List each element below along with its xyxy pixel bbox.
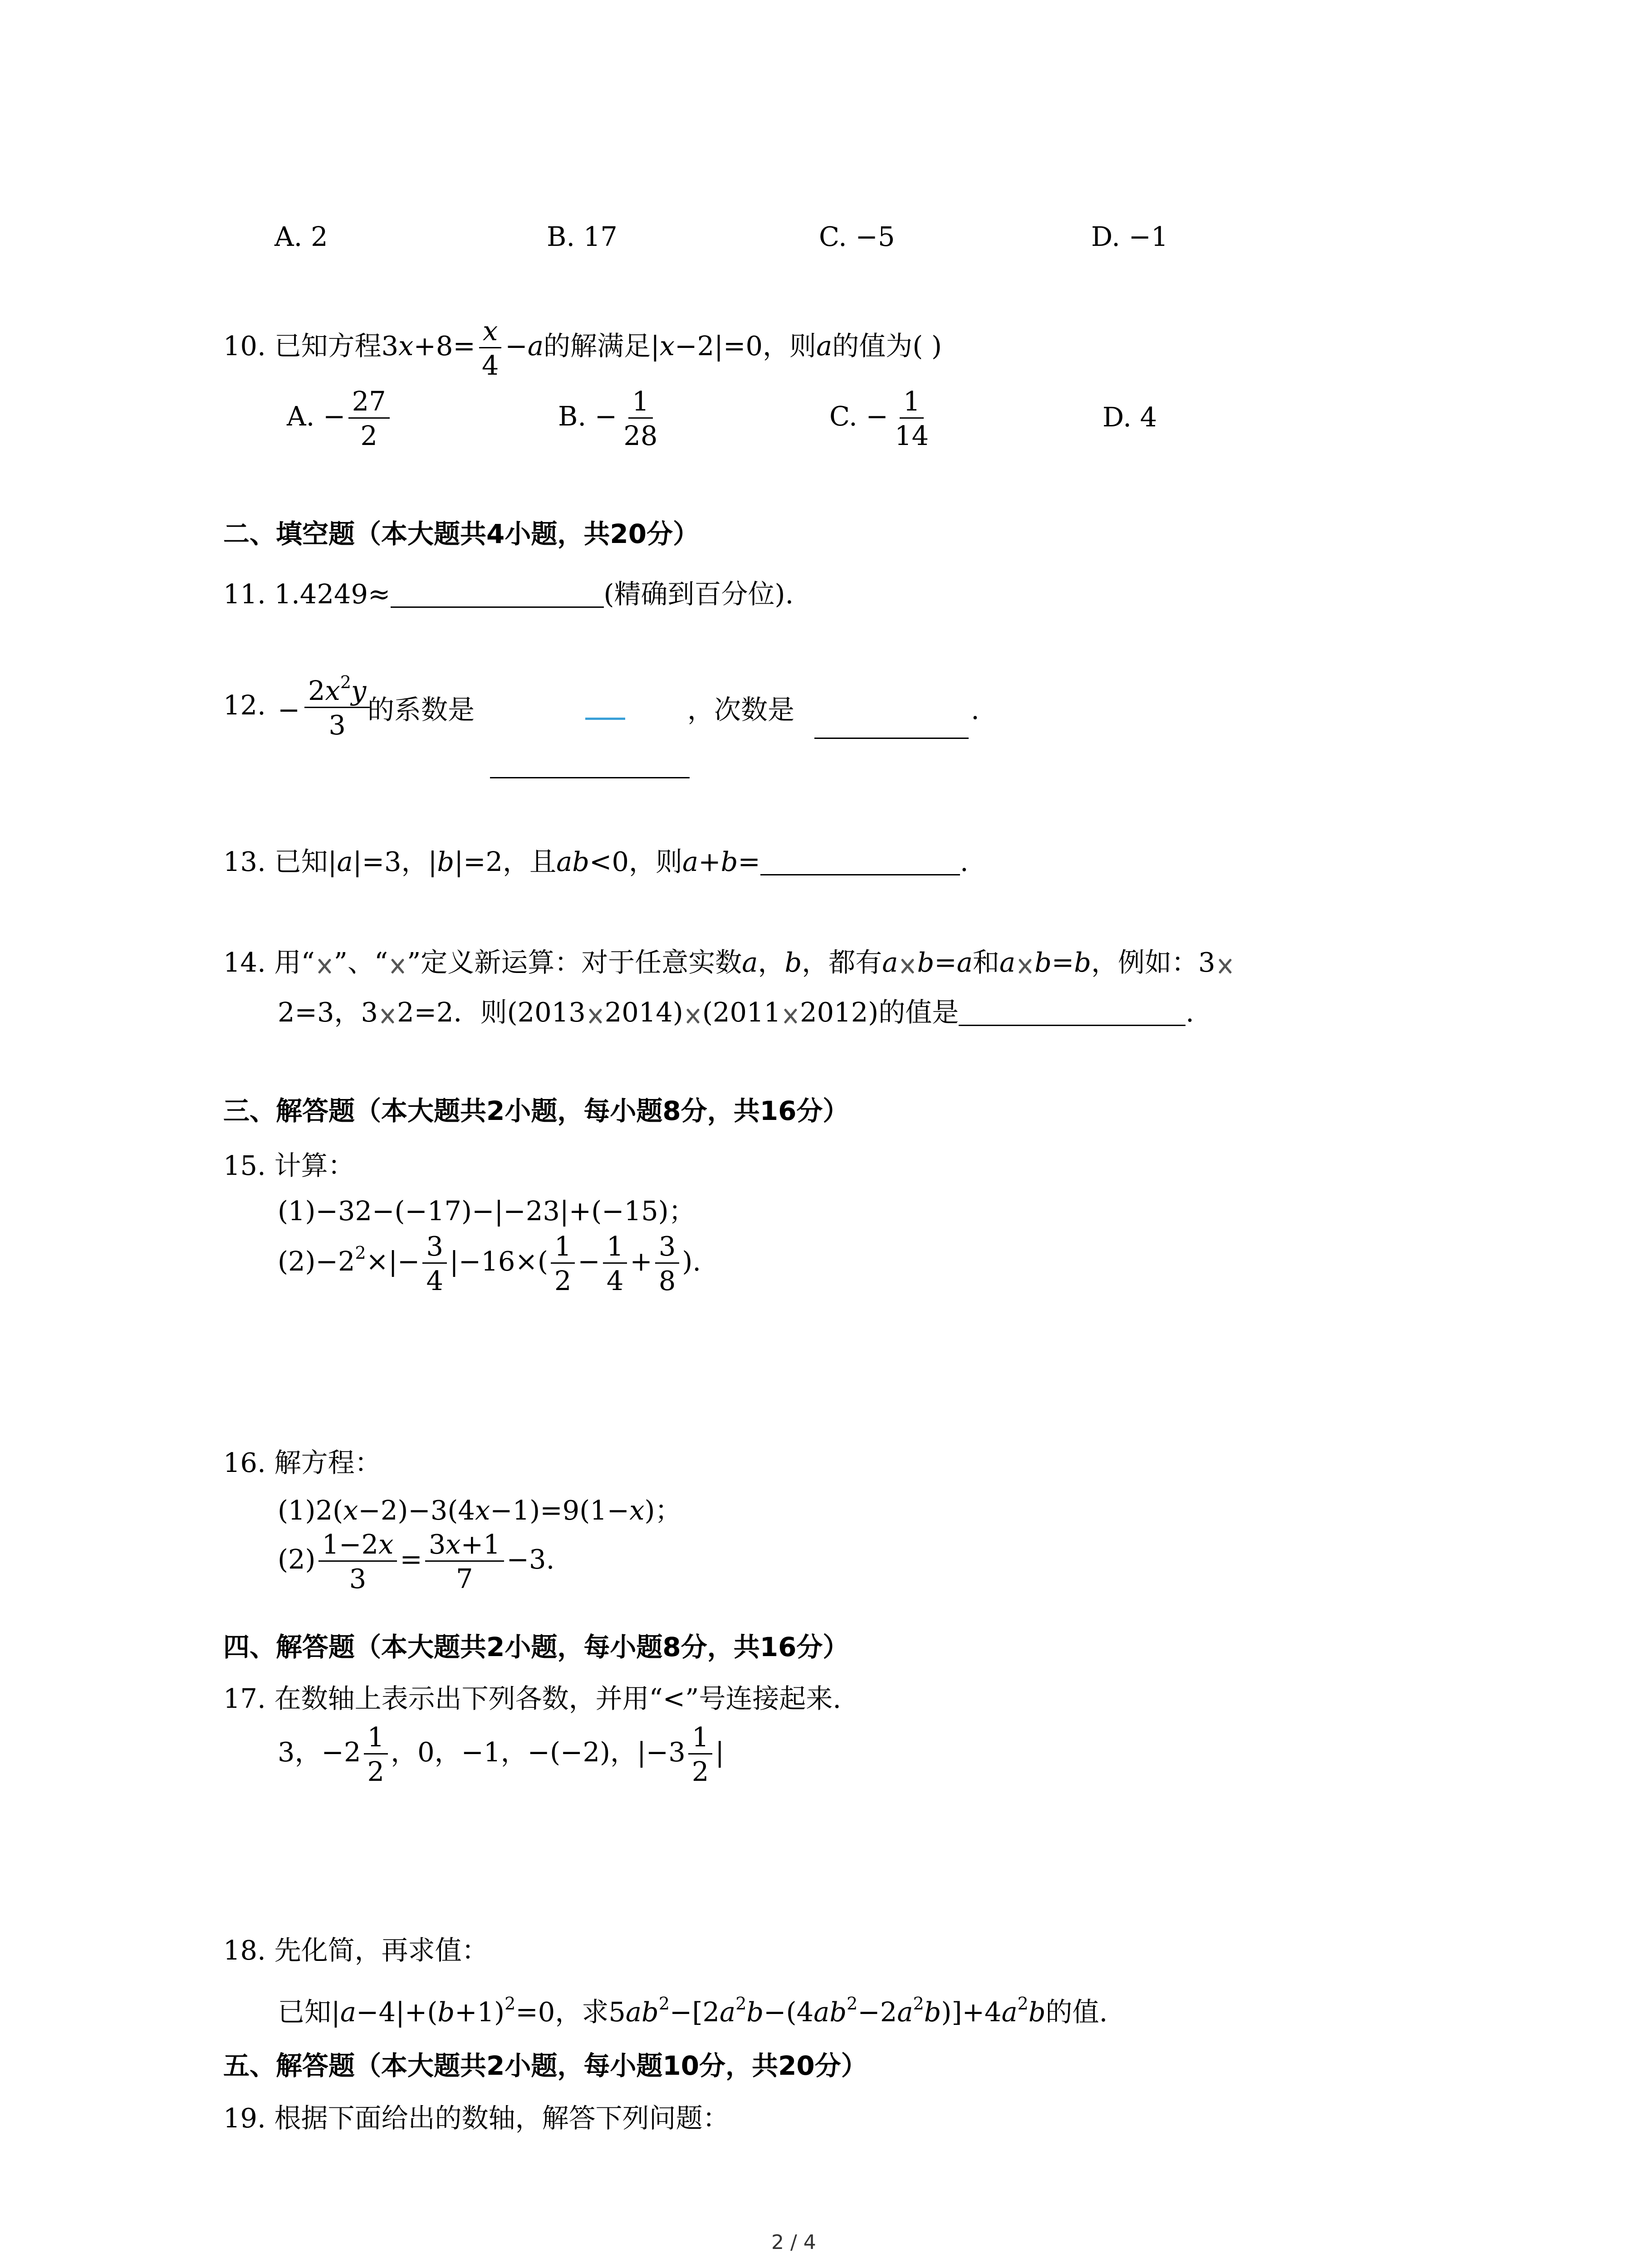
q10-option-d: D. 4 bbox=[1102, 401, 1157, 433]
var: b bbox=[917, 947, 935, 978]
var: a bbox=[742, 947, 758, 978]
var: a bbox=[527, 330, 544, 362]
var: a bbox=[999, 947, 1016, 978]
q12-fraction bbox=[302, 672, 372, 741]
text: . bbox=[960, 846, 969, 877]
q11 bbox=[223, 578, 794, 610]
text: −(4 bbox=[764, 1996, 814, 2028]
fraction bbox=[603, 1233, 627, 1294]
q10-number: 10. bbox=[223, 330, 266, 362]
text: −3. bbox=[506, 1544, 555, 1575]
numerator: 1 bbox=[603, 1233, 627, 1264]
text: − bbox=[578, 1246, 600, 1277]
text: 2=3，3 bbox=[278, 997, 378, 1028]
q19-title bbox=[223, 2102, 730, 2134]
text: (2) bbox=[278, 1544, 316, 1575]
fraction bbox=[348, 388, 390, 449]
text: 解方程： bbox=[274, 1447, 382, 1478]
denominator: 2 bbox=[360, 420, 377, 451]
q16-title bbox=[223, 1449, 382, 1476]
custom-operator-icon bbox=[900, 958, 915, 973]
var: b bbox=[437, 1996, 455, 2028]
q9-option-d: D. −1 bbox=[1091, 221, 1168, 252]
exponent: 2 bbox=[913, 1994, 924, 2014]
q18-expression bbox=[278, 1994, 1108, 2028]
fraction bbox=[364, 1721, 388, 1787]
text: −1)=9(1− bbox=[490, 1495, 630, 1526]
q15-part2 bbox=[278, 1233, 701, 1294]
text: | bbox=[715, 1736, 725, 1768]
text: 1.4249≈ bbox=[274, 578, 391, 610]
section-heading-3: 三、解答题（本大题共2小题，每小题8分，共16分） bbox=[223, 1095, 849, 1126]
q10-option-c bbox=[829, 388, 935, 449]
label: B. − bbox=[558, 401, 617, 432]
custom-operator-icon bbox=[380, 1008, 395, 1023]
q10-option-a bbox=[287, 388, 392, 449]
numerator: 1 bbox=[900, 388, 924, 419]
text: |=3，| bbox=[353, 846, 437, 877]
exponent: 2 bbox=[340, 672, 352, 692]
text: 已知| bbox=[274, 846, 337, 877]
exponent: 2 bbox=[735, 1994, 747, 2014]
custom-operator-icon bbox=[685, 1008, 700, 1023]
answer-blank[interactable] bbox=[490, 777, 690, 778]
text: +1) bbox=[455, 1996, 505, 2028]
answer-blank[interactable] bbox=[760, 874, 960, 875]
fraction bbox=[422, 1233, 447, 1294]
var: b bbox=[1028, 1996, 1046, 2028]
q13 bbox=[223, 848, 969, 875]
text: )]+4 bbox=[941, 1996, 1002, 2028]
q12-neg: − bbox=[278, 694, 300, 725]
q11-number: 11. bbox=[223, 578, 266, 610]
text: ”、“ bbox=[333, 947, 388, 978]
fraction bbox=[478, 315, 503, 381]
var: a bbox=[882, 947, 898, 978]
answer-blank[interactable] bbox=[814, 737, 969, 739]
numerator: 3 bbox=[655, 1233, 680, 1264]
text: (2)−2 bbox=[278, 1246, 355, 1277]
cyan-dash-mark bbox=[585, 718, 625, 720]
var: x bbox=[659, 330, 675, 362]
denominator: 7 bbox=[456, 1563, 473, 1594]
text: 先化简，再求值： bbox=[274, 1935, 489, 1966]
denominator: 28 bbox=[623, 420, 658, 451]
fraction bbox=[655, 1233, 680, 1294]
q17-title bbox=[223, 1685, 841, 1712]
denominator: 4 bbox=[481, 350, 499, 381]
denominator: 2 bbox=[691, 1756, 709, 1787]
text: −2)−3(4 bbox=[358, 1495, 475, 1526]
text: 和 bbox=[972, 947, 999, 978]
custom-operator-icon bbox=[588, 1008, 603, 1023]
var: b bbox=[924, 1996, 941, 2028]
section-heading-2: 二、填空题（本大题共4小题，共20分） bbox=[223, 518, 700, 549]
q9-option-b: B. 17 bbox=[547, 221, 617, 252]
var: ab bbox=[556, 846, 590, 877]
numerator: 1 bbox=[628, 388, 653, 419]
text: ，都有 bbox=[802, 947, 882, 978]
text: = bbox=[934, 947, 957, 978]
numerator: 1 bbox=[688, 1724, 713, 1755]
q16-part1 bbox=[278, 1497, 682, 1524]
text: 计算： bbox=[274, 1150, 355, 1181]
denominator: 14 bbox=[894, 420, 929, 451]
q9-option-a: A. 2 bbox=[274, 221, 328, 252]
q15-part1: (1)−32−(−17)−|−23|+(−15)； bbox=[278, 1195, 696, 1227]
var: a bbox=[720, 1996, 736, 2028]
text: )； bbox=[644, 1495, 682, 1526]
var: x bbox=[398, 330, 414, 362]
text: =0，求5 bbox=[515, 1996, 626, 2028]
text: 1−2 bbox=[322, 1529, 379, 1560]
numerator: 1 bbox=[551, 1233, 575, 1264]
text: <0，则 bbox=[589, 846, 682, 877]
var: y bbox=[351, 675, 367, 706]
var: a bbox=[340, 1996, 357, 2028]
var: b bbox=[784, 947, 802, 978]
text: 在数轴上表示出下列各数，并用“<”号连接起来. bbox=[274, 1683, 842, 1714]
text: ， bbox=[758, 947, 785, 978]
numerator: x bbox=[479, 318, 501, 348]
text: 3 bbox=[428, 1529, 446, 1560]
text: ，例如：3 bbox=[1091, 947, 1215, 978]
fraction bbox=[318, 1531, 397, 1592]
section-heading-5: 五、解答题（本大题共2小题，每小题10分，共20分） bbox=[223, 2050, 867, 2081]
q15-number: 15. bbox=[223, 1150, 266, 1181]
text: . bbox=[1185, 997, 1195, 1028]
answer-blank[interactable] bbox=[959, 1024, 1185, 1026]
text: −[2 bbox=[670, 1996, 720, 2028]
q19-number: 19. bbox=[223, 2102, 266, 2134]
q14-line2 bbox=[278, 999, 1194, 1026]
var: a bbox=[682, 846, 699, 877]
q18-number: 18. bbox=[223, 1935, 266, 1966]
var: a bbox=[956, 947, 973, 978]
label: C. − bbox=[829, 401, 888, 432]
text: +1 bbox=[460, 1529, 500, 1560]
text: (1)2( bbox=[278, 1495, 343, 1526]
q12-text-degree: ，次数是 bbox=[687, 694, 795, 725]
text: 2012)的值是 bbox=[800, 997, 959, 1028]
custom-operator-icon bbox=[1017, 958, 1033, 973]
text: ”定义新运算：对于任意实数 bbox=[407, 947, 742, 978]
q12-text-coef: 的系数是 bbox=[367, 694, 475, 725]
numerator bbox=[318, 1531, 397, 1562]
text: (2011 bbox=[702, 997, 781, 1028]
text: ，0，−1，−(−2)，|−3 bbox=[391, 1736, 686, 1768]
var: a bbox=[816, 330, 833, 362]
fraction bbox=[551, 1233, 575, 1294]
q12-end: . bbox=[971, 694, 980, 725]
text: 已知| bbox=[278, 1996, 340, 2028]
text: 的值为( ) bbox=[832, 330, 942, 362]
text: ). bbox=[682, 1246, 701, 1277]
denominator: 8 bbox=[658, 1265, 676, 1296]
text: 根据下面给出的数轴，解答下列问题： bbox=[274, 2102, 730, 2134]
exponent: 2 bbox=[847, 1994, 858, 2014]
text: = bbox=[400, 1544, 422, 1575]
text: 的值. bbox=[1045, 1996, 1108, 2028]
var: b bbox=[437, 846, 455, 877]
q17-number: 17. bbox=[223, 1683, 266, 1714]
q16-number: 16. bbox=[223, 1447, 266, 1478]
text: −2 bbox=[857, 1996, 897, 2028]
var: x bbox=[325, 675, 340, 706]
fraction bbox=[425, 1531, 504, 1592]
var: a bbox=[897, 1996, 913, 2028]
custom-operator-icon bbox=[317, 958, 332, 973]
var: x bbox=[446, 1529, 461, 1560]
q12-number: 12. bbox=[223, 689, 266, 721]
text: 2 bbox=[308, 675, 325, 706]
var: b bbox=[1074, 947, 1092, 978]
answer-blank[interactable] bbox=[391, 606, 604, 608]
denominator: 3 bbox=[349, 1563, 367, 1594]
text: 已知方程3 bbox=[274, 330, 399, 362]
q10-option-b bbox=[558, 388, 664, 449]
fraction bbox=[688, 1721, 713, 1787]
text: = bbox=[738, 846, 760, 877]
text: 用“ bbox=[274, 947, 315, 978]
text: −4|+( bbox=[356, 1996, 438, 2028]
q10-stem bbox=[223, 315, 942, 381]
denominator: 3 bbox=[328, 709, 346, 741]
exponent: 2 bbox=[658, 1994, 670, 2014]
exponent: 2 bbox=[505, 1994, 516, 2014]
denominator: 4 bbox=[606, 1265, 624, 1296]
text: −2|=0，则 bbox=[675, 330, 817, 362]
q15-title bbox=[223, 1152, 355, 1179]
var: a bbox=[1001, 1996, 1018, 2028]
var: x bbox=[378, 1529, 394, 1560]
text: ×|− bbox=[366, 1246, 420, 1277]
numerator: 1 bbox=[364, 1724, 388, 1755]
text: 2=2．则(2013 bbox=[397, 997, 586, 1028]
q16-part2 bbox=[278, 1531, 554, 1592]
numerator: 3 bbox=[422, 1233, 447, 1264]
text: |=2，且 bbox=[454, 846, 557, 877]
denominator: 4 bbox=[426, 1265, 444, 1296]
text: − bbox=[505, 330, 528, 362]
text: + bbox=[630, 1246, 652, 1277]
denominator: 2 bbox=[554, 1265, 572, 1296]
text: +8= bbox=[413, 330, 475, 362]
text: = bbox=[1051, 947, 1074, 978]
text: + bbox=[698, 846, 721, 877]
page-number: 2 / 4 bbox=[771, 2231, 816, 2254]
var: a bbox=[337, 846, 353, 877]
exponent: 2 bbox=[355, 1243, 366, 1263]
q17-numbers bbox=[278, 1721, 725, 1787]
q14-number: 14. bbox=[223, 947, 266, 978]
text: (精确到百分位). bbox=[603, 578, 794, 610]
denominator: 2 bbox=[367, 1756, 385, 1787]
text: 2014) bbox=[604, 997, 683, 1028]
text: 的解满足| bbox=[544, 330, 660, 362]
custom-operator-icon bbox=[783, 1008, 798, 1023]
custom-operator-icon bbox=[390, 958, 405, 973]
text: |−16×( bbox=[450, 1246, 548, 1277]
q14-line1 bbox=[223, 949, 1234, 976]
q18-title bbox=[223, 1937, 489, 1964]
label: A. − bbox=[287, 401, 346, 432]
fraction bbox=[304, 672, 370, 741]
custom-operator-icon bbox=[1217, 958, 1233, 973]
text: 3，−2 bbox=[278, 1736, 361, 1768]
var: ab bbox=[813, 1996, 847, 2028]
var: b bbox=[746, 1996, 764, 2028]
numerator: 27 bbox=[348, 388, 390, 419]
var: x bbox=[629, 1495, 645, 1526]
numerator bbox=[425, 1531, 504, 1562]
q13-number: 13. bbox=[223, 846, 266, 877]
var: ab bbox=[625, 1996, 659, 2028]
var: b bbox=[720, 846, 738, 877]
fraction bbox=[620, 388, 661, 449]
exponent: 2 bbox=[1017, 1994, 1029, 2014]
q9-option-c: C. −5 bbox=[819, 221, 895, 252]
var: b bbox=[1034, 947, 1052, 978]
fraction bbox=[891, 388, 932, 449]
var: x bbox=[475, 1495, 490, 1526]
var: x bbox=[343, 1495, 358, 1526]
section-heading-4: 四、解答题（本大题共2小题，每小题8分，共16分） bbox=[223, 1632, 849, 1662]
numerator bbox=[304, 674, 370, 708]
